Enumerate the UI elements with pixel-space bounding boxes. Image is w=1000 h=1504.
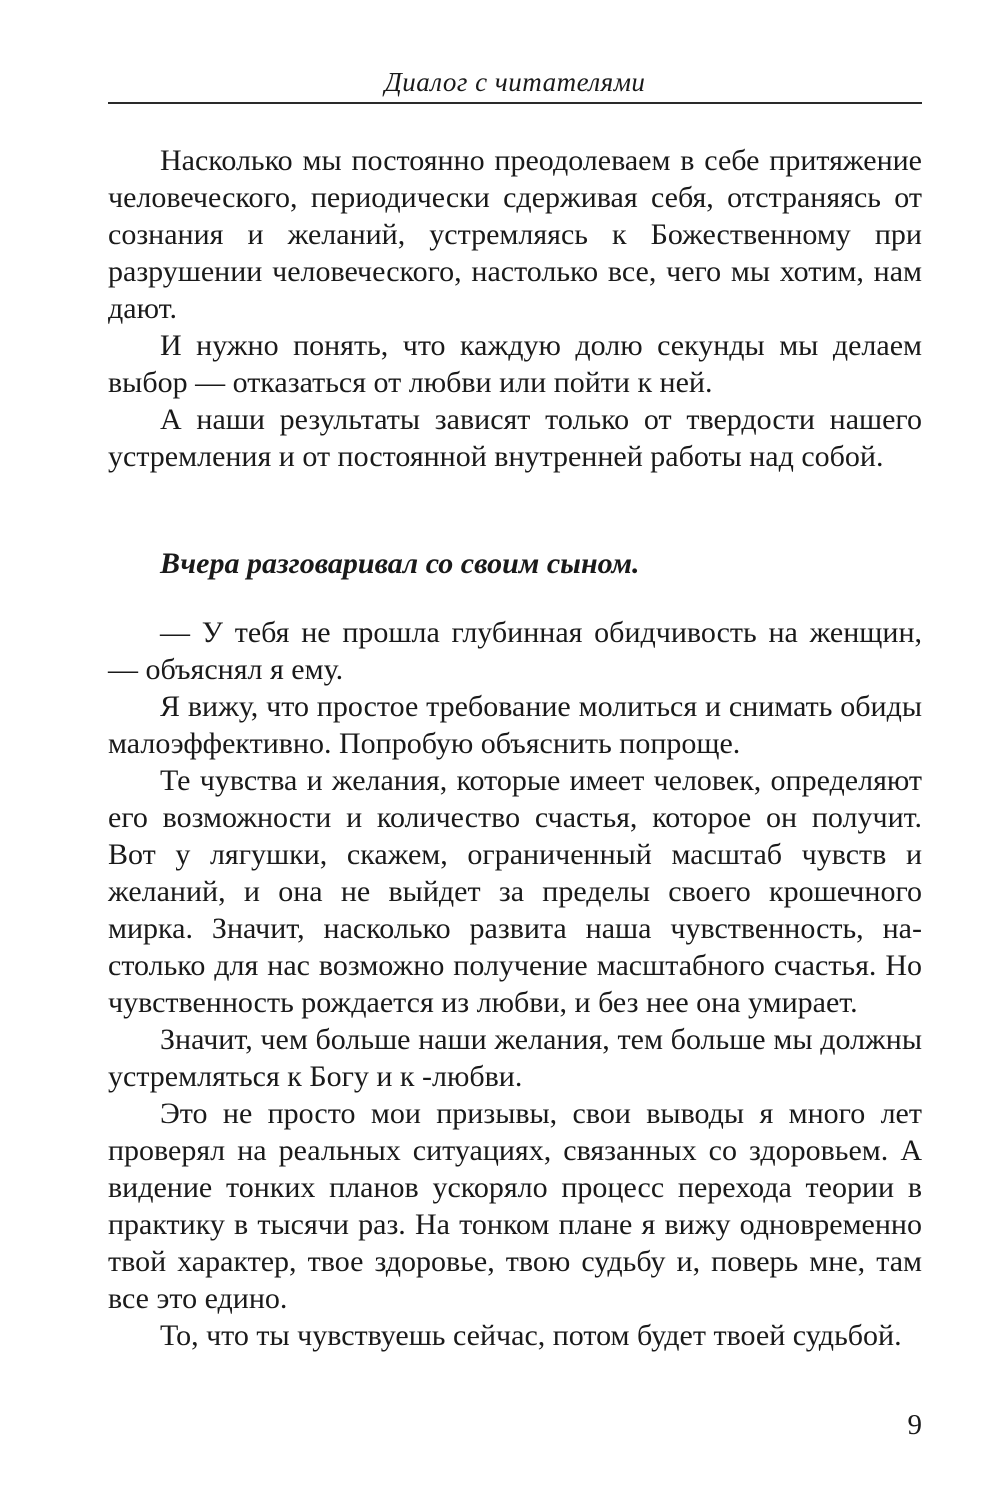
paragraph: Значит, чем больше наши желания, тем больше мы должны устремляться к Богу и к -любви. <box>108 1023 922 1093</box>
paragraph: — У тебя не прошла глубинная обидчивость на женщин, — объяснял я ему. <box>108 616 922 686</box>
paragraph: И нужно понять, что каждую долю секунды мы делаем выбор — отказаться от любви или пойти к ней. <box>108 329 922 399</box>
paragraph: Насколько мы постоянно преодолеваем в себе притяжение человеческого, периодически сдерживая себя, отстраняясь от сознания и желаний, устремляясь к Божественному при разрушении человеческого, настолько все, чего мы хотим, нам дают. <box>108 144 922 325</box>
paragraph: Те чувства и желания, которые имеет человек, определяют его возможности и количество счастья, которое он получит. Вот у лягушки, скажем, ограниченный масштаб чувств и желаний, и она не выйдет за пределы своего крошечного мирка. Значит, насколько развита наша чувственность, настолько для нас возможно получение масштабного счастья. Но чувственность рождается из любви, и без нее она умирает. <box>108 764 922 1019</box>
paragraph: То, что ты чувствуешь сейчас, потом будет твоей судьбой. <box>160 1319 902 1352</box>
page-number: 9 <box>907 1409 922 1441</box>
text-block-intro <box>108 142 922 475</box>
section-heading: Вчера разговаривал со своим сыном. <box>160 547 640 580</box>
paragraph: Это не просто мои призывы, свои выводы я много лет проверял на реальных ситуациях, связанных со здоровьем. А видение тонких планов ускоряло процесс перехода теории в практику в тысячи раз. На тонком плане я вижу одновременно твой характер, твое здоровье, твою судьбу и, поверь мне, там все это едино. <box>108 1097 922 1315</box>
paragraph: Я вижу, что простое требование молиться и снимать обиды малоэффективно. Попробую объяснить попроще. <box>108 690 922 760</box>
paragraph: А наши результаты зависят только от твердости нашего устремления и от постоянной внутренней работы над собой. <box>108 403 922 473</box>
running-head: Диалог с читателями <box>384 67 646 97</box>
text-block-dialogue <box>108 614 922 1354</box>
header-rule <box>108 102 922 104</box>
